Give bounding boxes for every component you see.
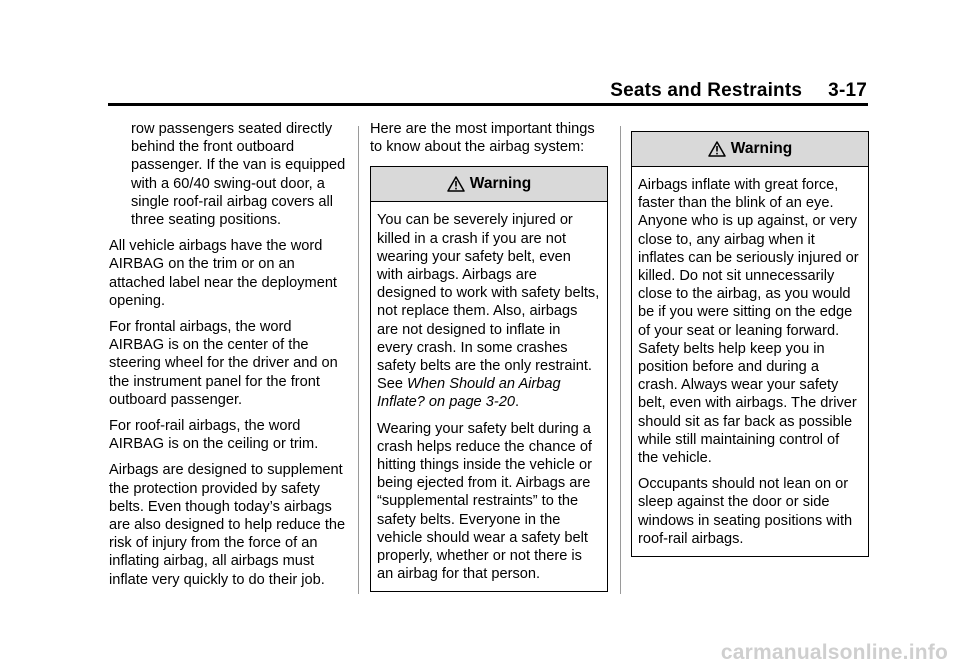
paragraph: For roof-rail airbags, the word AIRBAG is on the ceiling or trim. (109, 418, 319, 453)
warning-label: Warning (469, 175, 532, 193)
warning-label: Warning (730, 139, 793, 157)
column-1 (109, 120, 347, 597)
list-continuation: row passengers seated directly behind the front outboard passenger. If the van is equipped with a 60/40 swing-out door, a single roof-rail airbag covers all three seating positions. (131, 121, 346, 229)
page-header (610, 80, 867, 102)
page-number: 3-17 (828, 80, 867, 101)
paragraph: All vehicle airbags have the word AIRBAG on the trim or on an attached label near the deployment opening. (109, 238, 337, 309)
warning-header (632, 132, 868, 167)
warning-paragraph: Occupants should not lean on or sleep against the door or side windows in seating positions with roof-rail airbags. (638, 476, 853, 547)
warning-box (631, 131, 869, 557)
column-2 (370, 120, 608, 592)
warning-text: You can be severely injured or killed in a crash if you are not wearing your safety belt, even with airbags. Airbags are designed to work with safety belts, not replace them. Also, airbags are not designed to inflate in every crash. In some crashes safety belts are the only restraint. See (377, 212, 600, 393)
warning-box (370, 166, 608, 592)
warning-body (632, 167, 868, 556)
paragraph: Airbags are designed to supplement the protection provided by safety belts. Even though today’s airbags are also designed to help reduce the risk of injury from the force of an inflating airbag, all airbags must inflate very quickly to do their job. (109, 462, 346, 588)
warning-paragraph: Wearing your safety belt during a crash helps reduce the chance of hitting things inside the vehicle or being ejected from it. Airbags are “supplemental restraints” to the safety belts. Everyone in the vehicle should wear a safety belt properly, whether or not there is an airbag for that person. (377, 420, 592, 583)
cross-reference: When Should an Airbag Inflate? on page 3-20 (377, 376, 561, 411)
paragraph: For frontal airbags, the word AIRBAG is on the center of the steering wheel for the driver and on the instrument panel for the front outboard passenger. (109, 319, 338, 408)
warning-paragraph: Airbags inflate with great force, faster than the blink of an eye. Anyone who is up against, or very close to, any airbag when it inflates can be seriously injured or killed. Do not sit unnecessarily close to the airbag, as you would be if you were sitting on the edge of your seat or leaning forward. Safety belts help keep you in position before and during a crash. Always wear your safety belt, even with airbags. The driver should sit as far back as possible while still maintaining control of the vehicle. (638, 177, 859, 467)
column-divider (358, 126, 359, 594)
warning-body (371, 202, 607, 591)
column-3 (631, 131, 869, 557)
header-rule (108, 103, 868, 106)
section-title: Seats and Restraints (610, 80, 803, 101)
column-divider (620, 126, 621, 594)
warning-header (371, 167, 607, 202)
warning-triangle-icon (708, 141, 726, 157)
watermark: carmanualsonline.info (720, 641, 948, 664)
intro-paragraph: Here are the most important things to know about the airbag system: (370, 121, 595, 156)
sentence-end: . (514, 394, 520, 411)
warning-triangle-icon (447, 176, 465, 192)
warning-paragraph (377, 211, 600, 411)
